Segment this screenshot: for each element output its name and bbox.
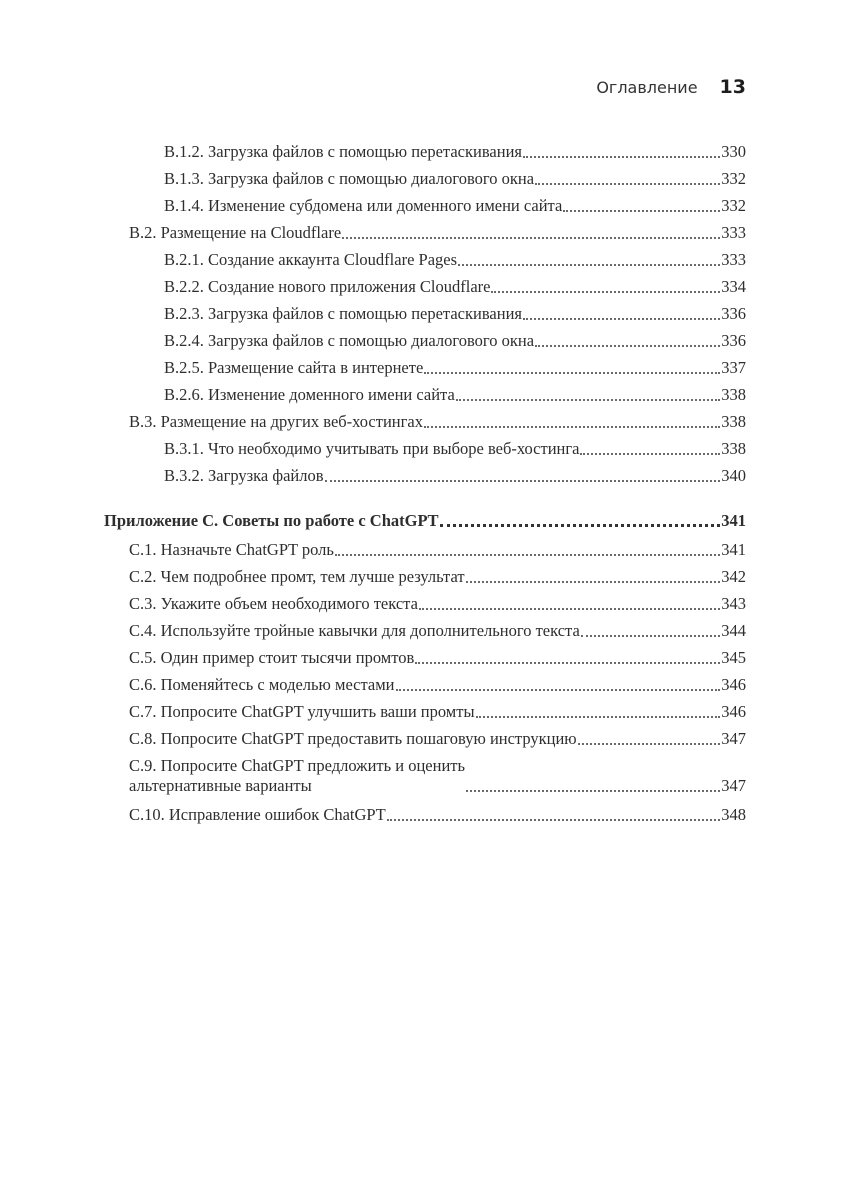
toc-entry-title: C.6. Поменяйтесь с моделью местами — [129, 675, 395, 694]
toc-entry-title: B.2.2. Создание нового приложения Cloudflare — [164, 277, 491, 296]
dot-leader — [466, 788, 720, 792]
toc-entry-b-2-5[interactable] — [164, 358, 746, 378]
toc-entry-title: B.2.5. Размещение сайта в интернете — [164, 358, 424, 377]
toc-entry-b-3-2[interactable] — [164, 466, 746, 486]
toc-entry-appendix-c[interactable] — [104, 511, 746, 531]
dot-leader — [466, 579, 721, 583]
dot-leader — [581, 633, 720, 637]
toc-entry-page: 338 — [721, 385, 746, 404]
dot-leader — [342, 235, 720, 239]
toc-entry-title: B.3.1. Что необходимо учитывать при выборе веб-хостинга — [164, 439, 580, 458]
toc-entry-b-2-4[interactable] — [164, 331, 746, 351]
dot-leader — [424, 370, 720, 374]
dot-leader — [578, 741, 721, 745]
page-number: 13 — [719, 76, 746, 98]
dot-leader — [424, 424, 720, 428]
toc-entry-title: B.2.1. Создание аккаунта Cloudflare Pages — [164, 250, 458, 269]
toc-entry-title: C.8. Попросите ChatGPT предоставить пошаговую инструкцию — [129, 729, 577, 748]
dot-leader — [535, 343, 720, 347]
running-header-title: Оглавление — [596, 78, 698, 97]
toc-entry-b-1-4[interactable] — [164, 196, 746, 216]
dot-leader — [325, 478, 721, 482]
toc-entry-c-2[interactable] — [129, 567, 746, 587]
toc-entry-b-3[interactable] — [129, 412, 746, 432]
running-header — [596, 76, 746, 98]
toc-entry-page: 341 — [721, 540, 746, 559]
dot-leader — [440, 521, 721, 527]
toc-entry-b-2-6[interactable] — [164, 385, 746, 405]
toc-entry-c-3[interactable] — [129, 594, 746, 614]
toc-entry-c-6[interactable] — [129, 675, 746, 695]
toc-entry-b-1-3[interactable] — [164, 169, 746, 189]
toc-entry-title: C.2. Чем подробнее промт, тем лучше результат — [129, 567, 465, 586]
toc-entry-page: 337 — [721, 358, 746, 377]
dot-leader — [535, 181, 720, 185]
toc-entry-page: 330 — [721, 142, 746, 161]
toc-entry-page: 333 — [721, 223, 746, 242]
toc-entry-page: 345 — [721, 648, 746, 667]
toc-entry-title-line1: C.9. Попросите ChatGPT предложить и оценить — [129, 756, 466, 775]
toc-entry-title-line2: альтернативные варианты — [129, 776, 312, 795]
dot-leader — [563, 208, 720, 212]
toc-entry-title — [129, 756, 465, 796]
toc-entry-c-1[interactable] — [129, 540, 746, 560]
dot-leader — [335, 552, 720, 556]
dot-leader — [415, 660, 720, 664]
toc-entry-page: 341 — [721, 511, 746, 530]
toc-entry-page: 343 — [721, 594, 746, 613]
toc-entry-title: C.5. Один пример стоит тысячи промтов — [129, 648, 415, 667]
toc-entry-page: 338 — [721, 412, 746, 431]
toc-entry-b-2-2[interactable] — [164, 277, 746, 297]
toc-entry-title: B.2. Размещение на Cloudflare — [129, 223, 342, 242]
toc-entry-title: B.2.4. Загрузка файлов с помощью диалогового окна — [164, 331, 535, 350]
toc-entry-title: B.2.3. Загрузка файлов с помощью перетаскивания — [164, 304, 522, 323]
toc-entry-page: 347 — [721, 729, 746, 748]
dot-leader — [387, 817, 721, 821]
toc-entry-page: 344 — [721, 621, 746, 640]
toc-entry-page: 336 — [721, 331, 746, 350]
toc-entry-title: C.7. Попросите ChatGPT улучшить ваши промты — [129, 702, 475, 721]
toc-entry-page: 334 — [721, 277, 746, 296]
toc-entry-c-10[interactable] — [129, 805, 746, 825]
toc-entry-page: 336 — [721, 304, 746, 323]
toc-entry-c-9[interactable] — [129, 756, 746, 796]
toc-entry-page: 332 — [721, 196, 746, 215]
toc-entry-title: C.10. Исправление ошибок ChatGPT — [129, 805, 386, 824]
toc-entry-page: 342 — [721, 567, 746, 586]
toc-entry-page: 346 — [721, 675, 746, 694]
toc-entry-page: 340 — [721, 466, 746, 485]
toc-entry-title: B.3.2. Загрузка файлов — [164, 466, 324, 485]
dot-leader — [523, 316, 720, 320]
toc-entry-page: 347 — [721, 776, 746, 795]
toc-entry-c-5[interactable] — [129, 648, 746, 668]
toc-entry-b-3-1[interactable] — [164, 439, 746, 459]
dot-leader — [491, 289, 720, 293]
dot-leader — [523, 154, 720, 158]
dot-leader — [396, 687, 721, 691]
toc-entry-title: C.3. Укажите объем необходимого текста — [129, 594, 418, 613]
toc-entry-c-8[interactable] — [129, 729, 746, 749]
toc-entry-title: B.1.3. Загрузка файлов с помощью диалогового окна — [164, 169, 535, 188]
toc-entry-c-4[interactable] — [129, 621, 746, 641]
toc-entry-title: Приложение C. Советы по работе с ChatGPT — [104, 511, 439, 530]
dot-leader — [580, 451, 720, 455]
toc-entry-title: C.1. Назначьте ChatGPT роль — [129, 540, 334, 559]
dot-leader — [476, 714, 721, 718]
toc-entry-b-1-2[interactable] — [164, 142, 746, 162]
toc-entry-b-2[interactable] — [129, 223, 746, 243]
toc-entry-title: B.2.6. Изменение доменного имени сайта — [164, 385, 455, 404]
toc-entry-page: 333 — [721, 250, 746, 269]
toc-entry-title: B.1.2. Загрузка файлов с помощью перетаскивания — [164, 142, 522, 161]
dot-leader — [419, 606, 720, 610]
dot-leader — [458, 262, 720, 266]
toc-entry-title: C.4. Используйте тройные кавычки для дополнительного текста — [129, 621, 580, 640]
toc-entry-page: 332 — [721, 169, 746, 188]
toc-entry-c-7[interactable] — [129, 702, 746, 722]
toc-entry-page: 348 — [721, 805, 746, 824]
toc-entry-title: B.3. Размещение на других веб-хостингах — [129, 412, 423, 431]
toc-entry-page: 338 — [721, 439, 746, 458]
toc-entry-b-2-3[interactable] — [164, 304, 746, 324]
toc-entry-b-2-1[interactable] — [164, 250, 746, 270]
toc-entry-title: B.1.4. Изменение субдомена или доменного имени сайта — [164, 196, 563, 215]
dot-leader — [456, 397, 720, 401]
toc-entry-page: 346 — [721, 702, 746, 721]
